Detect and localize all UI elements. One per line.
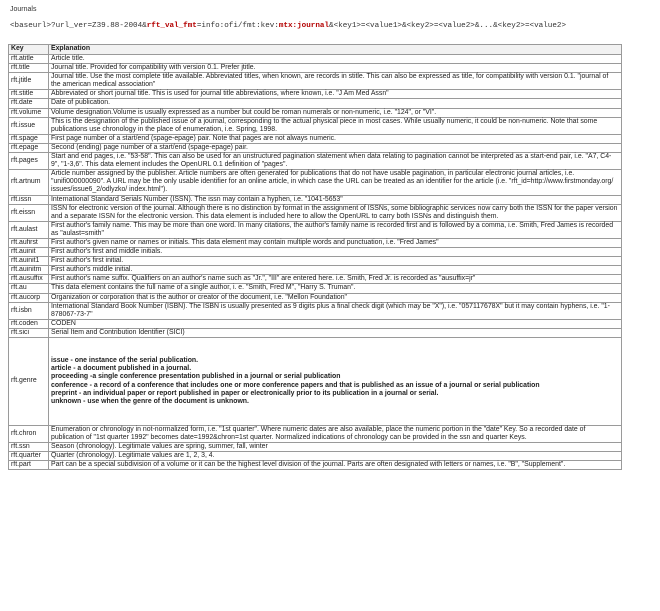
section-heading: Journals bbox=[10, 6, 37, 13]
row-explanation: Season (chronology). Legitimate values are spring, summer, fall, winter bbox=[49, 443, 622, 452]
row-explanation: Article title. bbox=[49, 55, 622, 64]
row-key: rft.epage bbox=[9, 143, 49, 152]
table-row bbox=[9, 90, 622, 99]
table-row bbox=[9, 328, 622, 337]
table-row bbox=[9, 284, 622, 293]
row-key: rft.quarter bbox=[9, 452, 49, 461]
row-explanation: This is the designation of the published issue of a journal, corresponding to the actual physical piece in most cases. While usually numeric, it could be non-numeric. Note that some publications use chronology in the place of enumeration, i.e. Spring, 1998. bbox=[49, 117, 622, 134]
row-key: rft.title bbox=[9, 64, 49, 73]
row-explanation: Volume designation.Volume is usually expressed as a number but could be roman numerals or non-numeric, i.e. "124", or "VI". bbox=[49, 108, 622, 117]
genre-value: conference - a record of a conference that includes one or more conference papers and that is published as an issue of a journal or serial publication bbox=[51, 381, 540, 389]
row-key: rft.atitle bbox=[9, 55, 49, 64]
table-row bbox=[9, 461, 622, 470]
table-row bbox=[9, 426, 622, 443]
table-row bbox=[9, 195, 622, 204]
row-explanation: First author's first initial. bbox=[49, 257, 622, 266]
table-row bbox=[9, 204, 622, 221]
row-key: rft.genre bbox=[9, 338, 49, 426]
row-explanation: Part can be a special subdivision of a volume or it can be the highest level division of the journal. Parts are often designated with letters or names, i.e. "B", "Supplement". bbox=[49, 461, 622, 470]
row-key: rft.issue bbox=[9, 117, 49, 134]
table-row bbox=[9, 275, 622, 284]
table-row bbox=[9, 117, 622, 134]
table-row bbox=[9, 221, 622, 238]
row-key: rft.issn bbox=[9, 195, 49, 204]
table-row bbox=[9, 266, 622, 275]
row-explanation: Journal title. Provided for compatibility with version 0.1. Prefer jtitle. bbox=[49, 64, 622, 73]
row-key: rft.aucorp bbox=[9, 293, 49, 302]
table-header-row bbox=[9, 45, 622, 55]
table-row bbox=[9, 302, 622, 319]
row-key: rft.date bbox=[9, 99, 49, 108]
row-key: rft.part bbox=[9, 461, 49, 470]
row-key: rft.sici bbox=[9, 328, 49, 337]
row-key: rft.spage bbox=[9, 134, 49, 143]
row-explanation: First page number of a start/end (spage-epage) pair. Note that pages are not always numeric. bbox=[49, 134, 622, 143]
genre-value: proceeding -a single conference presentation published in a journal or serial publication bbox=[51, 373, 341, 381]
table-row bbox=[9, 319, 622, 328]
row-key: rft.aulast bbox=[9, 221, 49, 238]
row-key: rft.chron bbox=[9, 426, 49, 443]
row-explanation: International Standard Book Number (ISBN). The ISBN is usually presented as 9 digits plus a final check digit (which may be "X"), i.e. "057117678X" but it may contain hyphens, i.e. "1-878067-73-7" bbox=[49, 302, 622, 319]
row-explanation: Abbreviated or short journal title. This is used for journal title abbreviations, where known, i.e. "J Am Med Assn" bbox=[49, 90, 622, 99]
url-highlight-mtx: mtx:journal bbox=[278, 22, 330, 30]
row-key: rft.auinitm bbox=[9, 266, 49, 275]
url-part-3: &<key1>=<value1>&<key2>=<value2>&...&<key2>=<value2> bbox=[329, 22, 566, 30]
keys-table bbox=[8, 44, 622, 470]
header-key: Key bbox=[9, 45, 49, 55]
table-row bbox=[9, 64, 622, 73]
table-row bbox=[9, 55, 622, 64]
table-row bbox=[9, 143, 622, 152]
table-row bbox=[9, 73, 622, 90]
table-row bbox=[9, 452, 622, 461]
row-explanation: First author's middle initial. bbox=[49, 266, 622, 275]
row-key: rft.artnum bbox=[9, 170, 49, 195]
genre-value: preprint - an individual paper or report published in paper or electronically prior to its publication in a journal or serial. bbox=[51, 389, 439, 397]
row-key: rft.stitle bbox=[9, 90, 49, 99]
row-explanation: Date of publication. bbox=[49, 99, 622, 108]
row-key: rft.volume bbox=[9, 108, 49, 117]
row-key: rft.isbn bbox=[9, 302, 49, 319]
row-key: rft.au bbox=[9, 284, 49, 293]
row-key: rft.aufirst bbox=[9, 238, 49, 247]
url-part-2: =info:ofi/fmt:kev: bbox=[196, 22, 279, 30]
table-row bbox=[9, 293, 622, 302]
genre-value: article - a document published in a journal. bbox=[51, 365, 192, 373]
row-explanation: First author's name suffix. Qualifiers on an author's name such as "Jr.", "III" are entered here. i.e. Smith, Fred Jr. is recorded as "ausuffix=jr" bbox=[49, 275, 622, 284]
row-key: rft.auinit bbox=[9, 248, 49, 257]
row-key: rft.ausuffix bbox=[9, 275, 49, 284]
table-row-genre bbox=[9, 338, 622, 426]
table-body bbox=[9, 55, 622, 470]
row-key: rft.eissn bbox=[9, 204, 49, 221]
table-row bbox=[9, 134, 622, 143]
row-key: rft.ssn bbox=[9, 443, 49, 452]
row-explanation: Article number assigned by the publisher. Article numbers are often generated for publications that do not have usable pagination, in particular electronic journal articles, i.e. "unifi000000090". A URL may be the only usable identifier for an online article, in which case the URL can be treated as an identifier for the article (i.e. "rft_id=http://www.firstmonday.org/ issues/issue6_2/odlyzko/ index.html"). bbox=[49, 170, 622, 195]
row-explanation: Quarter (chronology). Legitimate values are 1, 2, 3, 4. bbox=[49, 452, 622, 461]
table-row bbox=[9, 170, 622, 195]
genre-value: unknown - use when the genre of the document is unknown. bbox=[51, 397, 249, 405]
url-part-1: <baseurl>?url_ver=Z39.88-2004& bbox=[10, 22, 147, 30]
row-explanation: First author's first and middle initials. bbox=[49, 248, 622, 257]
row-explanation: First author's given name or names or initials. This data element may contain multiple words and punctuation, i.e. "Fred James" bbox=[49, 238, 622, 247]
row-key: rft.coden bbox=[9, 319, 49, 328]
table-row bbox=[9, 108, 622, 117]
table-row bbox=[9, 99, 622, 108]
row-explanation: Second (ending) page number of a start/end (spage-epage) pair. bbox=[49, 143, 622, 152]
header-explanation: Explanation bbox=[49, 45, 622, 55]
genre-values bbox=[49, 338, 622, 426]
row-explanation: CODEN bbox=[49, 319, 622, 328]
row-explanation: Serial Item and Contribution Identifier (SICI) bbox=[49, 328, 622, 337]
table-row bbox=[9, 238, 622, 247]
openurl-template bbox=[10, 22, 622, 31]
table-row bbox=[9, 443, 622, 452]
row-key: rft.auinit1 bbox=[9, 257, 49, 266]
row-explanation: ISSN for electronic version of the journal. Although there is no distinction by format in the assignment of ISSNs, some bibliographic services now carry both the ISSN for the paper version and a separate ISSN for the electronic version. This data element is included here to allow the OpenURL to carry both ISSNs and distinguish them. bbox=[49, 204, 622, 221]
url-highlight-format: rft_val_fmt bbox=[146, 22, 197, 30]
row-explanation: Journal title. Use the most complete title available. Abbreviated titles, when known, are records in stitle. This can also be expressed as title, for compatibility with version 0.1. "journal of the american medical association" bbox=[49, 73, 622, 90]
row-explanation: First author's family name. This may be more than one word. In many citations, the author's family name is recorded first and is followed by a comma, i.e. Smith, Fred James is recorded as "aulast=smith" bbox=[49, 221, 622, 238]
row-key: rft.jtitle bbox=[9, 73, 49, 90]
table-row bbox=[9, 248, 622, 257]
row-explanation: Enumeration or chronology in not-normalized form, i.e. "1st quarter". Where numeric dates are also available, place the numeric portion in the "date" Key. So a recorded date of publication of "1st quarter 1992" becomes date=1992&chron=1st quarter. Normalized indications of chronology can be provided in the ssn and quarter Keys. bbox=[49, 426, 622, 443]
row-key: rft.pages bbox=[9, 153, 49, 170]
table-row bbox=[9, 153, 622, 170]
genre-value: issue - one instance of the serial publication. bbox=[51, 357, 199, 365]
row-explanation: International Standard Serials Number (ISSN). The issn may contain a hyphen, i.e. "1041-5653" bbox=[49, 195, 622, 204]
table-row bbox=[9, 257, 622, 266]
row-explanation: Start and end pages, i.e. "53-58". This can also be used for an unstructured pagination statement when data relating to pagination cannot be interpreted as a start-end pair, i.e. "A7, C4-9", "1-3,6". This data element includes the OpenURL 0.1 definition of "pages". bbox=[49, 153, 622, 170]
row-explanation: This data element contains the full name of a single author, i. e. "Smith, Fred M", "Harry S. Truman". bbox=[49, 284, 622, 293]
row-explanation: Organization or corporation that is the author or creator of the document, i.e. "Mellon Foundation" bbox=[49, 293, 622, 302]
